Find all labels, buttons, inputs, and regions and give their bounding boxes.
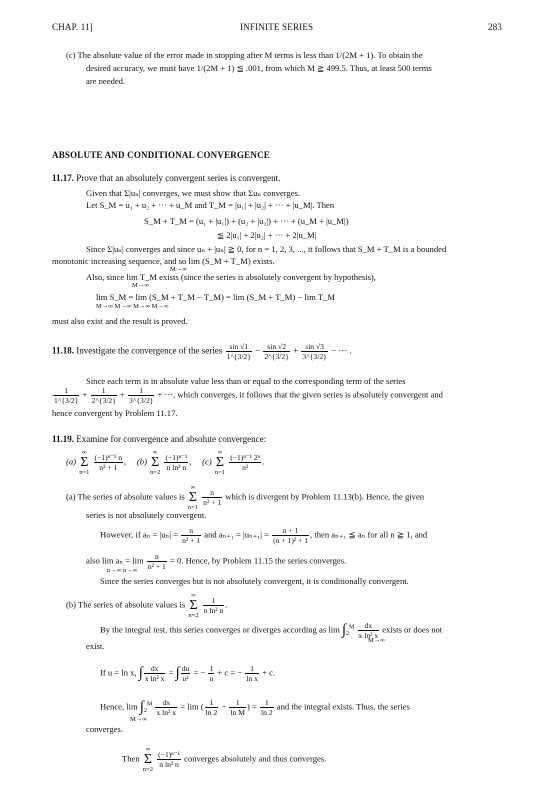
p1117-equation-3-sub: M→∞ M→∞ M→∞ M→∞ [96,303,169,310]
problem-statement: Investigate the convergence of the series [76,345,223,356]
p1117-line-6: must also exist and the result is proved. [52,316,188,326]
series-term-3: $\frac{\sin √3}{3\^{}\{3/2\}}$ [302,342,327,361]
p1117-line-5: Also, since lim T_M exists (since the series is absolutely convergent by hypothesis), [86,272,376,282]
p1118-line-3: hence convergent by Problem 11.17. [52,408,178,418]
part-c-line-2: desired accuracy, we must have 1/(2M + 1) ≦ .001, from which M ≧ 499.5. Thus, at least 500 terms [86,63,432,73]
series-a: $\frac{\text{(−1)ⁿ⁻¹ n}}{\text{n² + 1}}$ [94,453,123,472]
section-title: ABSOLUTE AND CONDITIONAL CONVERGENCE [52,150,270,160]
p1119-b-line-2-sub: M→∞ [368,637,385,644]
compare-term-2: $\frac{1}{2\^{}\{3/2\}}$ [91,386,116,405]
p1117-equation-1: S_M + T_M = (u₁ + |u₁|) + (u₂ + |u₂|) + ··· + (u_M + |u_M|) [144,216,349,226]
p1119-a-line-2: series is not absolutely convergent. [86,510,207,520]
p1119-b-line-4: If u = ln x, ∫ $\frac{dx}{\text{x ln² x}}$ = ∫ $\frac{du}{\text{u²}}$ = − $\frac{1}{u}$ + c = − $\frac{1}{\text{ln x}}$ + c. [100,664,276,683]
p1119-a-line-4-sub: n→∞ n→∞ [107,567,138,574]
problem-label: 11.18. [52,345,75,356]
p1119-b-line-7: Then ∞ Σ n=2 $\frac{\text{(−1)ⁿ⁻¹}}{\text{n ln² n}}$ converges absolutely and thus converges. [122,746,327,773]
problem-statement: Examine for convergence and absolute convergence: [76,434,267,444]
p1117-line-1: Given that Σ|uₙ| converges, we must show that Σuₙ converges. [86,188,301,198]
problem-label: 11.19. [52,434,75,444]
p1119-b-line-5: Hence, $\lim \int_2^M$ $\frac{dx}{\text{x ln² x}}$ = lim ( $\frac{1}{\ln 2}$ − $\frac{1}{\text{ln M}}$ ) = $\frac{1}{\ln 2}$ and the integral exists. Thus, the series [100,698,410,717]
p1119-a-line-4: also lim aₙ = lim $\frac{n}{\text{n² + 1}}$ = 0. Hence, by Problem 11.15 the series converges. [86,552,347,571]
p1119-a-line-3: However, if aₙ = |uₙ| = $\frac{n}{\text{n² + 1}}$ and aₙ₊₁ = |uₙ₊₁| = $\frac{n + 1}{\text{(n + 1)² + 1}}$ , then aₙ₊₁ ≦ aₙ for all n ≧ 1, and [100,526,428,545]
p1118-line-2: $\frac{1}{1\^{}\{3/2\}}$ + $\frac{1}{2\^{}\{3/2\}}$ + $\frac{1}{3\^{}\{3/2\}}$ + ···, which converges, it follows that the given series is absolutely convergent and [54,386,443,405]
p1119-a-line-1: (a) The series of absolute values is ∞ Σ n=1 $\frac{n}{\text{n² + 1}}$ which is divergent by Problem 11.13(b). Hence, the given [66,484,425,511]
p1117-line-5-sub: M→∞ [132,282,149,289]
part-c-line-3: are needed. [86,76,126,86]
p1117-line-4-sub: M→∞ [170,266,187,273]
page-number: 283 [488,22,503,32]
series-term-1: $\frac{\sin √1}{1\^{}\{3/2\}}$ [226,342,251,361]
problem-11-17 [52,173,280,184]
series-b: $\frac{\text{(−1)ⁿ⁻¹}}{\text{n ln² n}}$ [165,453,188,472]
p1119-b-line-6: converges. [86,724,123,734]
problem-label: 11.17. [52,173,75,183]
p1119-b-line-3: exist. [86,641,105,651]
running-title: INFINITE SERIES [240,22,314,32]
compare-term-3: $\frac{1}{3\^{}\{3/2\}}$ [129,386,154,405]
p1119-series-list: (a) ∞ Σ n=1 $\frac{\text{(−1)ⁿ⁻¹ n}}{\text{n² + 1}}$ , (b) ∞ Σ n=2 $\frac{\text{(−1)ⁿ⁻¹}}{\text{n ln² n}}$ , (c) ∞ Σ n=1 $\frac{\text{(−1)ⁿ⁻¹ 2ⁿ}}{\text{n²}}$ . [66,449,265,476]
problem-statement: Prove that an absolutely convergent series is convergent. [76,173,281,183]
p1118-line-1: Since each term is in absolute value less than or equal to the corresponding term of the series [86,376,406,386]
series-term-2: $\frac{\sin √2}{2\^{}\{3/2\}}$ [264,342,289,361]
part-c-line-1: (c) The absolute value of the error made in stopping after M terms is less than 1/(2M + 1). To obtain the [66,50,423,60]
chapter-label: CHAP. 11] [52,22,93,32]
p1119-b-line-1: (b) The series of absolute values is ∞ Σ n=2 $\frac{1}{\text{n ln² n}}$ . [66,592,228,619]
p1117-equation-2: ≦ 2|u₁| + 2|u₂| + ··· + 2|u_M| [217,230,317,240]
problem-11-19 [52,434,266,445]
p1119-b-line-5-sub: M→∞ [130,716,147,723]
p1117-line-3: Since Σ|uₙ| converges and since uₙ + |uₙ| ≧ 0, for n = 1, 2, 3, ..., it follows that S_M + T_M is a bounded [86,244,447,254]
p1117-line-4: monotonic increasing sequence, and so lim (S_M + T_M) exists. [52,256,275,266]
p1117-equation-3: lim S_M = lim (S_M + T_M − T_M) = lim (S_M + T_M) − lim T_M [96,292,336,302]
problem-11-18: 11.18. Investigate the convergence of the series $\frac{\sin √1}{1\^{}\{3/2\}}$ − $\frac{\sin √2}{2\^{}\{3/2\}}$ + $\frac{\sin √3}{3\^{}\{3/2\}}$ − ··· . [52,342,352,361]
compare-term-1: $\frac{1}{1\^{}\{3/2\}}$ [54,386,79,405]
p1119-b-line-2: By the integral test, this series converges or diverges according as $\lim \int_2^M$ $\frac{dx}{\text{x ln² x}}$ exists or does not [100,621,443,640]
p1119-a-line-5: Since the series converges but is not absolutely convergent, it is conditionally convergent. [100,576,409,586]
p1117-line-2: Let S_M = u₁ + u₂ + ··· + u_M and T_M = |u₁| + |u₂| + ··· + |u_M|. Then [86,200,335,210]
series-c: $\frac{\text{(−1)ⁿ⁻¹ 2ⁿ}}{\text{n²}}$ [230,453,261,472]
